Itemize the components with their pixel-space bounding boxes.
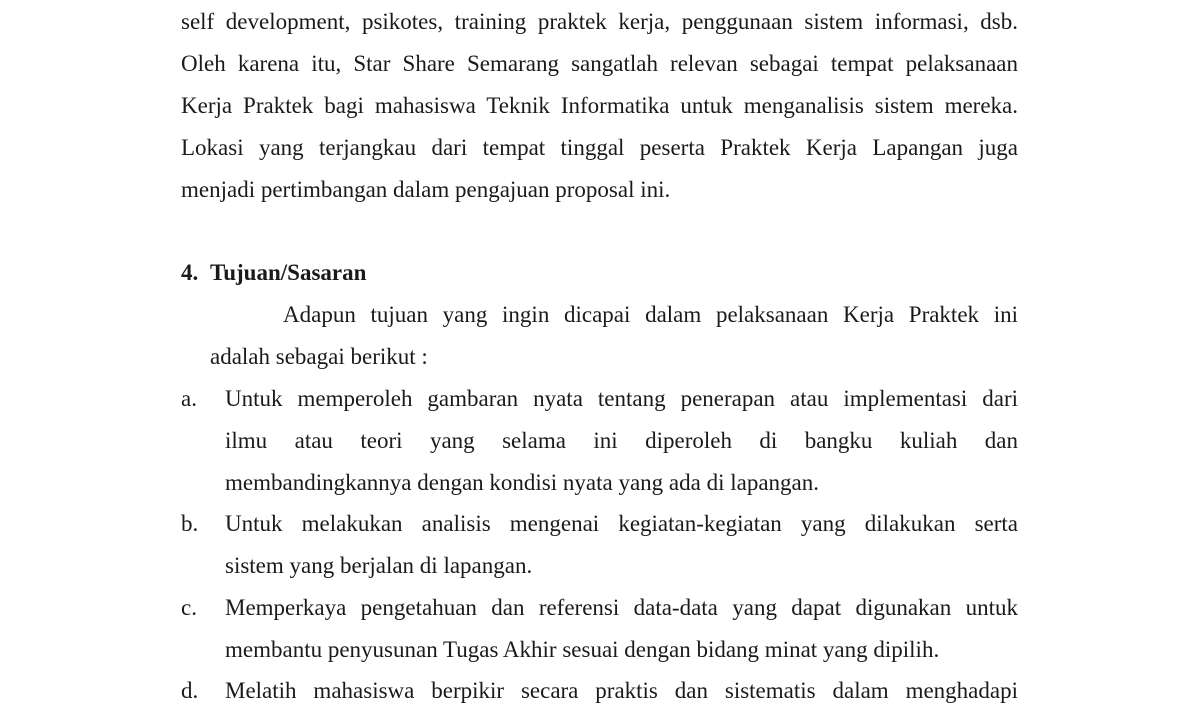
intro-line-1: self development, psikotes, training praktek kerja, penggunaan sistem informasi, dsb. bbox=[181, 9, 1018, 34]
list-marker-c: c. bbox=[181, 595, 197, 620]
lead-line-2: adalah sebagai berikut : bbox=[210, 344, 428, 369]
list-item-a-line-3: membandingkannya dengan kondisi nyata yang ada di lapangan. bbox=[225, 470, 819, 495]
list-marker-d: d. bbox=[181, 678, 199, 703]
section-heading bbox=[181, 259, 1018, 287]
intro-line-5: menjadi pertimbangan dalam pengajuan proposal ini. bbox=[181, 177, 671, 202]
list-item-d-line-1: Melatih mahasiswa berpikir secara praktis dan sistematis dalam menghadapi bbox=[225, 678, 1018, 703]
intro-line-4: Lokasi yang terjangkau dari tempat tinggal peserta Praktek Kerja Lapangan juga bbox=[181, 135, 1018, 160]
list-item-a-line-1: Untuk memperoleh gambaran nyata tentang penerapan atau implementasi dari bbox=[225, 386, 1018, 411]
list-item-c-line-1: Memperkaya pengetahuan dan referensi data-data yang dapat digunakan untuk bbox=[225, 595, 1018, 620]
list-marker-a: a. bbox=[181, 386, 197, 411]
list-item-b-line-1: Untuk melakukan analisis mengenai kegiatan-kegiatan yang dilakukan serta bbox=[225, 511, 1018, 536]
list-marker-b: b. bbox=[181, 511, 199, 536]
intro-line-3: Kerja Praktek bagi mahasiswa Teknik Informatika untuk menganalisis sistem mereka. bbox=[181, 93, 1018, 118]
section-title: Tujuan/Sasaran bbox=[210, 260, 367, 285]
section-number: 4. bbox=[181, 260, 199, 285]
list-item-c-line-2: membantu penyusunan Tugas Akhir sesuai dengan bidang minat yang dipilih. bbox=[225, 637, 940, 662]
lead-line-1: Adapun tujuan yang ingin dicapai dalam pelaksanaan Kerja Praktek ini bbox=[283, 302, 1018, 327]
intro-line-2: Oleh karena itu, Star Share Semarang sangatlah relevan sebagai tempat pelaksanaan bbox=[181, 51, 1018, 76]
list-item-b-line-2: sistem yang berjalan di lapangan. bbox=[225, 553, 533, 578]
list-item-a-line-2: ilmu atau teori yang selama ini diperoleh di bangku kuliah dan bbox=[225, 428, 1018, 453]
